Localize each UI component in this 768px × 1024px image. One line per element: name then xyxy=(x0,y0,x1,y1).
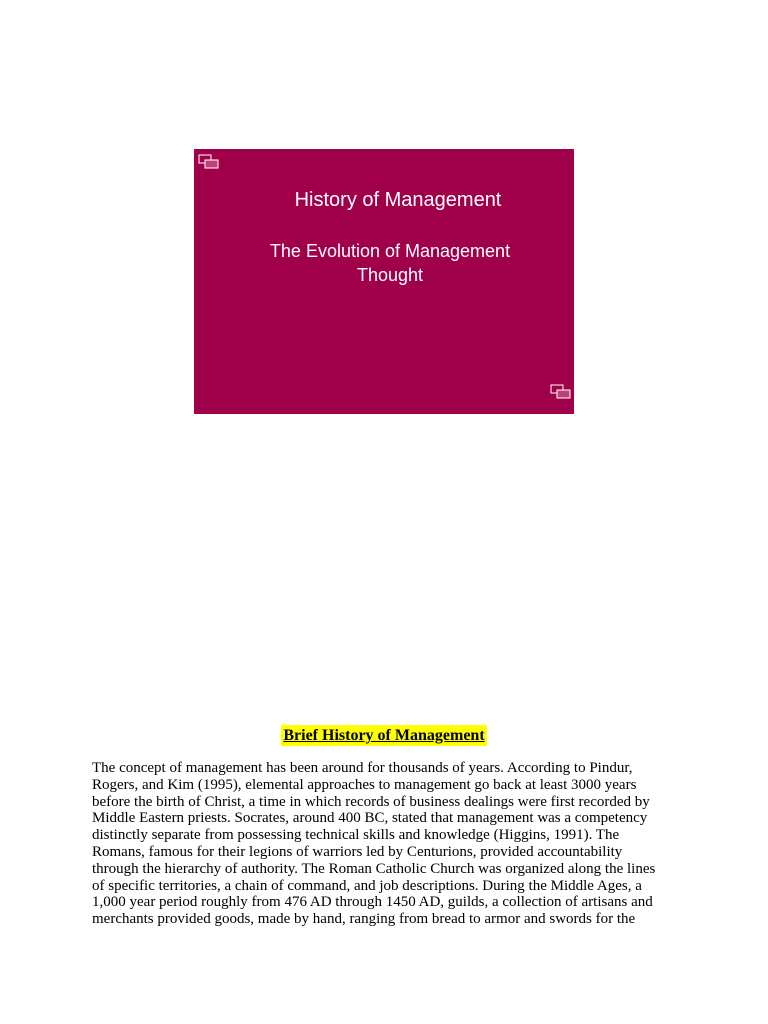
slide-subtitle: The Evolution of Management Thought xyxy=(269,241,511,285)
slide-title: History of Management xyxy=(294,189,502,211)
section-heading-container xyxy=(0,725,768,746)
slide-corner-icon-top-left xyxy=(198,154,220,170)
body-paragraph: The concept of management has been around for thousands of years. According to Pindur, Rogers, and Kim (1995), elemental approaches to management go back at least 3000 years before the birth of Christ, a time in which records of business dealings were first recorded by Middle Eastern priests. Socrates, around 400 BC, stated that management was a competency distinctly separate from possessing technical skills and knowledge (Higgins, 1991). The Romans, famous for their legions of warriors led by Centurions, provided accountability through the hierarchy of authority. The Roman Catholic Church was organized along the lines of specific territories, a chain of command, and job descriptions. During the Middle Ages, a 1,000 year period roughly from 476 AD through 1450 AD, guilds, a collection of artisans and merchants provided goods, made by hand, ranging from bread to armor and swords for the xyxy=(92,760,656,928)
slide-image xyxy=(194,149,574,414)
slide-corner-icon-bottom-right xyxy=(550,384,572,400)
section-heading: Brief History of Management xyxy=(283,727,485,744)
